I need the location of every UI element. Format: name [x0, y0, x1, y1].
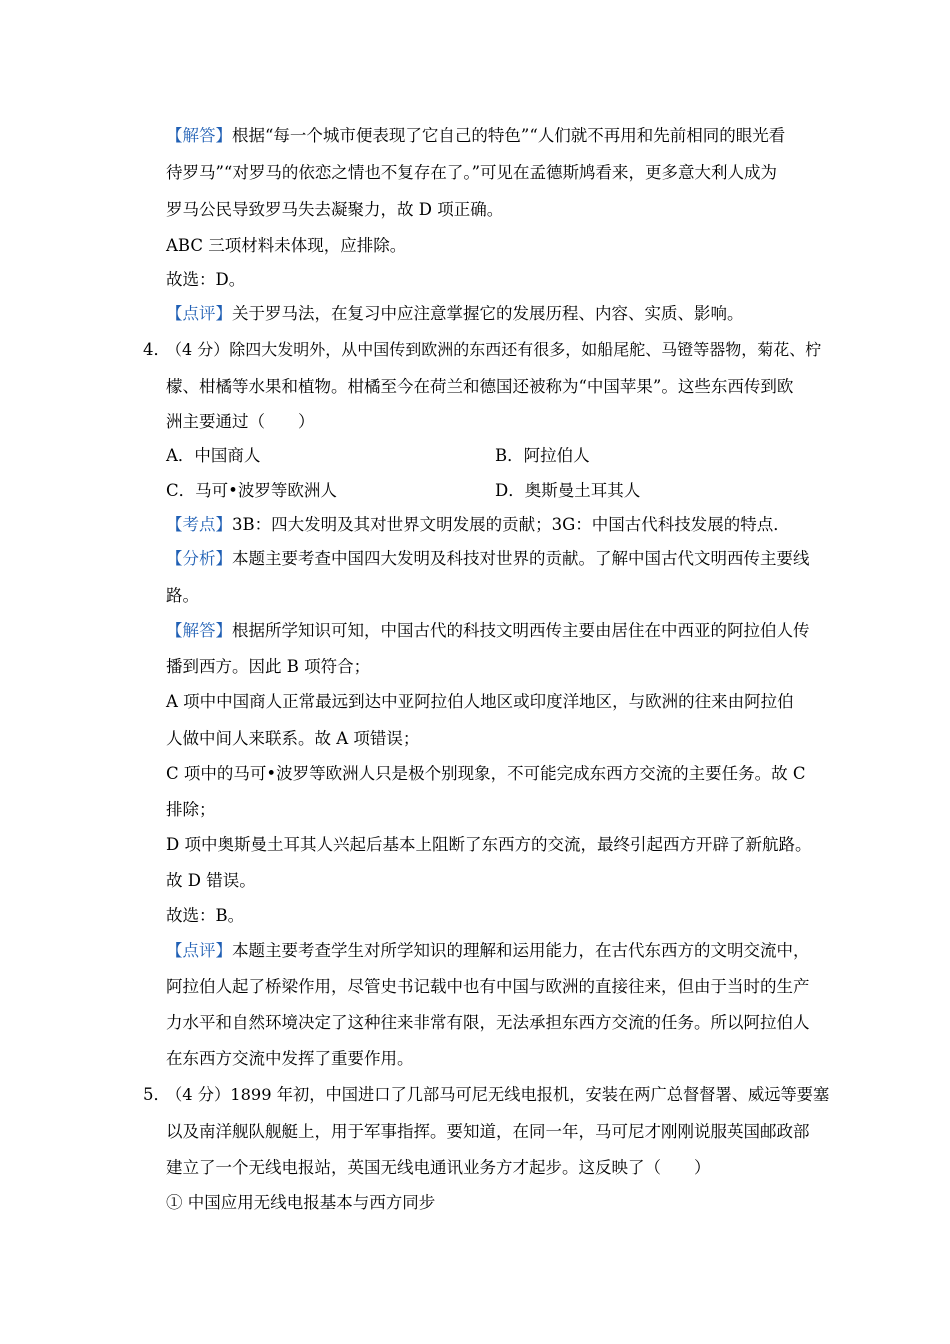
q4-option-a: A．中国商人	[166, 446, 261, 465]
q4-answer-line-1: 【解答】根据所学知识可知，中国古代的科技文明西传主要由居住在中西亚的阿拉伯人传	[166, 621, 810, 640]
q5-item-1: ① 中国应用无线电报基本与西方同步	[166, 1193, 436, 1212]
q4-answer-line-4: 人做中间人来联系。故 A 项错误；	[166, 729, 420, 748]
comment-tag: 【点评】	[166, 304, 232, 323]
q4-comment-line-4: 在东西方交流中发挥了重要作用。	[166, 1049, 414, 1068]
q4-answer-line-9: 故选：B。	[166, 906, 245, 925]
q5-stem-line-3: 建立了一个无线电报站，英国无线电通讯业务方才起步。这反映了（ ）	[166, 1158, 711, 1177]
q4-option-c: C．马可•波罗等欧洲人	[166, 481, 337, 500]
point-tag: 【考点】	[166, 515, 232, 534]
q5-stem-line-1: （4 分）1899 年初，中国进口了几部马可尼无线电报机，安装在两广总督督署、威远等要塞	[166, 1085, 830, 1104]
q4-answer-line-2: 播到西方。因此 B 项符合；	[166, 657, 371, 676]
q4-analysis-line-1: 【分析】本题主要考查中国四大发明及科技对世界的贡献。了解中国古代文明西传主要线	[166, 549, 810, 568]
q4-option-b: B．阿拉伯人	[495, 446, 590, 465]
q4-answer-line-8: 故 D 错误。	[166, 871, 256, 890]
q4-point: 【考点】3B：四大发明及其对世界文明发展的贡献；3G：中国古代科技发展的特点．	[166, 515, 790, 534]
q4-number: 4．	[143, 340, 170, 359]
answer-tag: 【解答】	[166, 126, 232, 145]
q4-comment-line-1: 【点评】本题主要考查学生对所学知识的理解和运用能力，在古代东西方的文明交流中，	[166, 941, 810, 960]
q5-stem-line-2: 以及南洋舰队舰艇上，用于军事指挥。要知道，在同一年，马可尼才刚刚说服英国邮政部	[166, 1122, 810, 1141]
q3-answer-line-3: 罗马公民导致罗马失去凝聚力，故 D 项正确。	[166, 200, 504, 219]
q4-stem-line-2: 檬、柑橘等水果和植物。柑橘至今在荷兰和德国还被称为“中国苹果”。这些东西传到欧	[166, 377, 794, 396]
q4-stem-line-1: （4 分）除四大发明外，从中国传到欧洲的东西还有很多，如船尾舵、马镫等器物，菊花、柠	[166, 340, 822, 359]
q4-option-d: D．奥斯曼土耳其人	[495, 481, 641, 500]
q3-comment: 【点评】关于罗马法，在复习中应注意掌握它的发展历程、内容、实质、影响。	[166, 304, 744, 323]
answer-tag: 【解答】	[166, 621, 232, 640]
q3-answer-line-2: 待罗马”“对罗马的依恋之情也不复存在了。”可见在孟德斯鸠看来，更多意大利人成为	[166, 163, 778, 182]
q4-answer-line-6: 排除；	[166, 800, 216, 819]
q4-answer-line-5: C 项中的马可•波罗等欧洲人只是极个别现象，不可能完成东西方交流的主要任务。故 C	[166, 764, 806, 783]
q5-number: 5．	[143, 1085, 170, 1104]
analysis-tag: 【分析】	[166, 549, 232, 568]
q4-stem-line-3: 洲主要通过（ ）	[166, 412, 315, 431]
comment-tag: 【点评】	[166, 941, 232, 960]
q4-answer-line-7: D 项中奥斯曼土耳其人兴起后基本上阻断了东西方的交流，最终引起西方开辟了新航路。	[166, 835, 812, 854]
q3-answer-line-1: 【解答】根据“每一个城市便表现了它自己的特色”“人们就不再用和先前相同的眼光看	[166, 126, 786, 145]
q4-answer-line-3: A 项中中国商人正常最远到达中亚阿拉伯人地区或印度洋地区，与欧洲的往来由阿拉伯	[166, 692, 794, 711]
q4-comment-line-3: 力水平和自然环境决定了这种往来非常有限，无法承担东西方交流的任务。所以阿拉伯人	[166, 1013, 810, 1032]
q3-answer-line-5: 故选：D。	[166, 270, 246, 289]
q4-analysis-line-2: 路。	[166, 586, 199, 605]
q4-comment-line-2: 阿拉伯人起了桥梁作用，尽管史书记载中也有中国与欧洲的直接往来，但由于当时的生产	[166, 977, 810, 996]
q3-answer-line-4: ABC 三项材料未体现，应排除。	[166, 236, 407, 255]
